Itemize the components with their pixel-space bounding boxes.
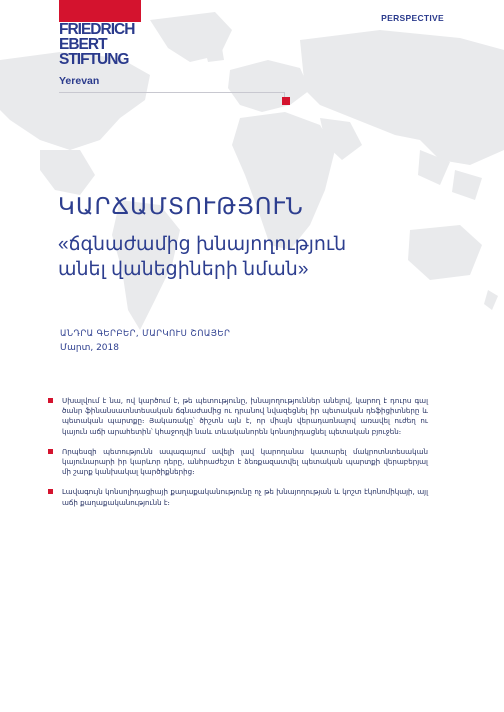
logo-wordmark: FRIEDRICH EBERT STIFTUNG: [59, 21, 135, 68]
document-subtitle: «ճգնաժամից խնայողություն անել վանեցիների նման»: [58, 234, 347, 280]
logo-city: Yerevan: [59, 75, 100, 87]
bullet-text: Լավագույն կոնսոլիդացիայի քաղաքականությունը ոչ թե խնայողության և կոշտ էկոնոմիկայի, այլ աճի քաղաքականությունն է։: [62, 487, 428, 507]
bullet-text: Սխալվում է նա, ով կարծում է, թե պետությունը, խնայողություններ անելով, կարող է դուրս գալ ծանր ֆինանսատնտեսական ճգնաժամից ու դրանով նվազեցնել իր պետական դեֆիցիտները և պետական պարտքը։ Յակառակը՝ ծիշտն այն է, որ միայն վերադառնալով առավել ուժեղ ու կայուն աճի արահետին՝ կհաջողվի նաև տևականորեն կոնսոլիդացնել պետական բյուջեն։: [62, 396, 428, 436]
publication-date: Մարտ, 2018: [60, 343, 119, 353]
summary-bullet: [48, 447, 428, 478]
summary-bullet: [48, 487, 428, 507]
divider-line: [59, 92, 284, 93]
bullet-square-icon: [48, 489, 53, 494]
fes-logo: [59, 0, 141, 96]
logo-red-block: [59, 0, 141, 22]
authors: ԱՆԴՐԱ ԳԵՐԲԵՐ, ՄԱՐԿՈՒՍ ՇՈԱՅԵՐ: [60, 329, 231, 339]
bullet-square-icon: [48, 449, 53, 454]
bullet-text: Որպեսզի պետությունն ապագայում ավելի լավ կարողանա կատարել մակրոտնտեսական կայունարարի իր կարևոր դերը, անհրաժեշտ է ձեռքազատվել պետական պարտքի վերաբերյալ մի շարք կանխակալ կարծիքներից։: [62, 446, 428, 477]
summary-bullets: [48, 396, 428, 518]
bullet-square-icon: [48, 398, 53, 403]
summary-bullet: [48, 396, 428, 437]
location-marker: [282, 97, 290, 105]
document-title: ԿԱՐՃԱՄՏՈՒԹՅՈՒՆ: [58, 193, 304, 219]
series-label: PERSPECTIVE: [381, 13, 444, 23]
